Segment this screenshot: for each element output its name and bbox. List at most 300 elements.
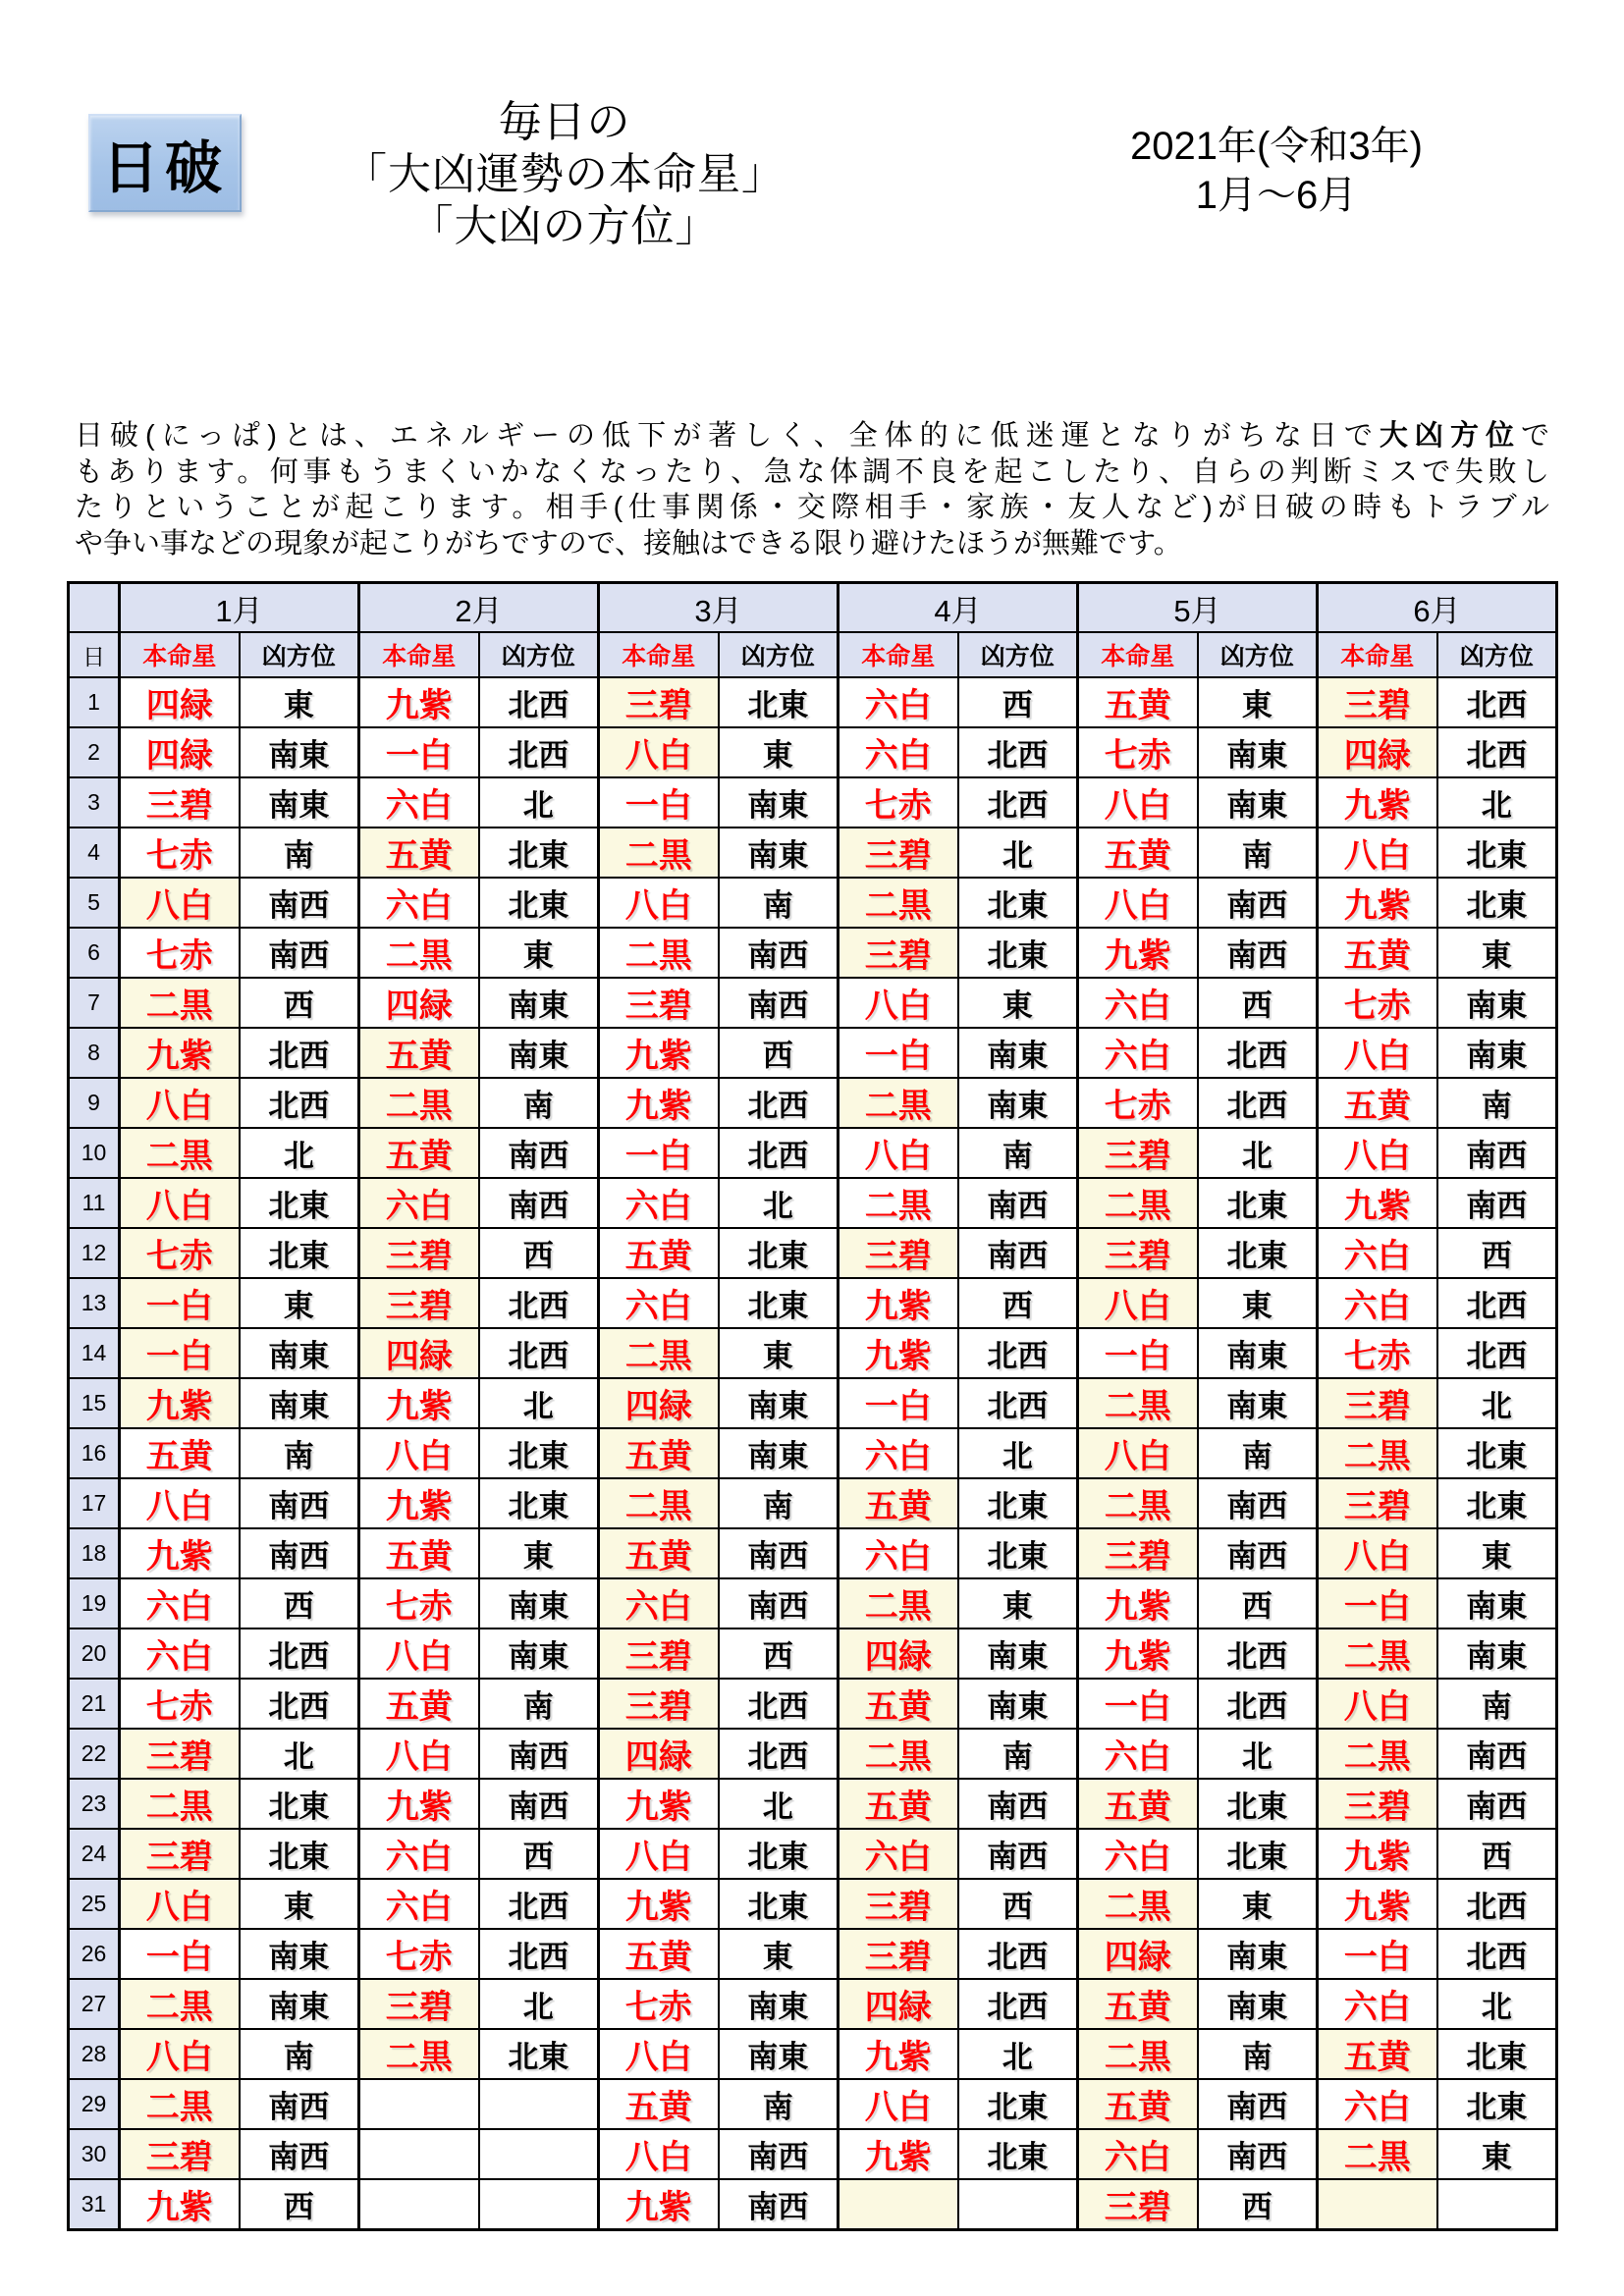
direction-cell: 西 bbox=[1437, 1829, 1557, 1879]
star-cell bbox=[1318, 2179, 1437, 2230]
month-header: 2月 bbox=[359, 583, 599, 633]
star-cell: 八白 bbox=[599, 727, 719, 777]
direction-cell: 北西 bbox=[719, 1128, 839, 1178]
direction-cell: 南東 bbox=[719, 1378, 839, 1428]
day-cell: 26 bbox=[69, 1929, 120, 1979]
star-cell: 七赤 bbox=[1078, 1078, 1198, 1128]
direction-cell: 西 bbox=[240, 2179, 359, 2230]
direction-cell: 西 bbox=[719, 1629, 839, 1679]
star-cell: 五黄 bbox=[599, 1929, 719, 1979]
star-cell: 八白 bbox=[120, 878, 240, 928]
year-line: 2021年(令和3年) bbox=[1130, 125, 1423, 168]
direction-cell: 南東 bbox=[1437, 1028, 1557, 1078]
star-cell: 五黄 bbox=[1078, 1779, 1198, 1829]
star-cell: 九紫 bbox=[120, 1378, 240, 1428]
direction-cell: 南 bbox=[240, 1428, 359, 1478]
direction-cell: 南 bbox=[958, 1128, 1078, 1178]
title-line-3: 「大凶の方位」 bbox=[409, 202, 720, 250]
direction-cell: 南東 bbox=[958, 1028, 1078, 1078]
star-cell: 二黒 bbox=[120, 1979, 240, 2029]
star-cell: 九紫 bbox=[1318, 1829, 1437, 1879]
direction-cell: 東 bbox=[958, 1578, 1078, 1629]
direction-cell: 南西 bbox=[240, 2079, 359, 2129]
star-cell: 八白 bbox=[599, 2029, 719, 2079]
direction-cell: 北西 bbox=[240, 1629, 359, 1679]
direction-cell: 西 bbox=[958, 1879, 1078, 1929]
star-cell: 三碧 bbox=[599, 677, 719, 727]
table-row bbox=[69, 777, 1557, 828]
star-cell: 九紫 bbox=[1078, 1578, 1198, 1629]
direction-cell: 北東 bbox=[1198, 1829, 1318, 1879]
direction-cell: 北 bbox=[479, 777, 599, 828]
direction-cell: 南東 bbox=[240, 727, 359, 777]
star-cell: 九紫 bbox=[839, 1278, 958, 1328]
star-cell: 三碧 bbox=[120, 2129, 240, 2179]
table-row bbox=[69, 1729, 1557, 1779]
table-row bbox=[69, 1528, 1557, 1578]
direction-cell: 北東 bbox=[1198, 1178, 1318, 1228]
star-cell: 一白 bbox=[599, 777, 719, 828]
direction-cell: 北西 bbox=[1437, 677, 1557, 727]
day-cell: 8 bbox=[69, 1028, 120, 1078]
direction-cell: 西 bbox=[479, 1228, 599, 1278]
star-cell bbox=[839, 2179, 958, 2230]
direction-cell: 北西 bbox=[958, 1929, 1078, 1979]
day-cell: 25 bbox=[69, 1879, 120, 1929]
year-range bbox=[1056, 122, 1497, 220]
star-cell: 四緑 bbox=[1318, 727, 1437, 777]
direction-cell: 南東 bbox=[1198, 727, 1318, 777]
direction-cell: 北西 bbox=[1437, 1328, 1557, 1378]
day-cell: 3 bbox=[69, 777, 120, 828]
star-cell: 一白 bbox=[120, 1278, 240, 1328]
star-cell: 三碧 bbox=[839, 1929, 958, 1979]
star-cell: 五黄 bbox=[599, 1528, 719, 1578]
day-cell: 22 bbox=[69, 1729, 120, 1779]
table-row bbox=[69, 1228, 1557, 1278]
star-cell: 八白 bbox=[1078, 1428, 1198, 1478]
day-cell: 5 bbox=[69, 878, 120, 928]
day-cell: 11 bbox=[69, 1178, 120, 1228]
direction-cell: 南東 bbox=[1437, 1629, 1557, 1679]
intro-line: や争い事などの現象が起こりがちですので、接触はできる限り避けたほうが無難です。 bbox=[75, 527, 1182, 560]
star-cell: 二黒 bbox=[839, 1178, 958, 1228]
star-cell: 二黒 bbox=[599, 1478, 719, 1528]
direction-cell: 東 bbox=[1437, 1528, 1557, 1578]
star-cell: 四緑 bbox=[120, 677, 240, 727]
direction-cell: 北西 bbox=[1198, 1078, 1318, 1128]
star-cell: 二黒 bbox=[1078, 1378, 1198, 1428]
star-cell: 二黒 bbox=[120, 2079, 240, 2129]
direction-cell: 南西 bbox=[1198, 2129, 1318, 2179]
star-cell: 四緑 bbox=[120, 727, 240, 777]
table-row bbox=[69, 677, 1557, 727]
direction-cell: 南 bbox=[240, 828, 359, 878]
direction-cell: 北東 bbox=[479, 878, 599, 928]
direction-cell: 南 bbox=[1198, 1428, 1318, 1478]
direction-cell: 北東 bbox=[479, 1428, 599, 1478]
star-cell: 五黄 bbox=[359, 1528, 479, 1578]
direction-cell: 北東 bbox=[719, 1228, 839, 1278]
direction-cell: 南西 bbox=[719, 928, 839, 978]
star-cell: 六白 bbox=[1318, 2079, 1437, 2129]
star-cell: 三碧 bbox=[839, 1879, 958, 1929]
star-cell: 五黄 bbox=[1318, 928, 1437, 978]
star-cell: 三碧 bbox=[839, 1228, 958, 1278]
star-cell: 九紫 bbox=[839, 1328, 958, 1378]
table-row bbox=[69, 2179, 1557, 2230]
direction-cell: 東 bbox=[719, 1328, 839, 1378]
star-cell: 二黒 bbox=[1078, 1178, 1198, 1228]
direction-cell: 南東 bbox=[1198, 1328, 1318, 1378]
star-cell: 六白 bbox=[1318, 1228, 1437, 1278]
star-cell: 三碧 bbox=[599, 1679, 719, 1729]
direction-cell: 南西 bbox=[958, 1228, 1078, 1278]
star-cell: 六白 bbox=[599, 1578, 719, 1629]
table-row bbox=[69, 978, 1557, 1028]
star-cell: 八白 bbox=[839, 1128, 958, 1178]
table-row bbox=[69, 1128, 1557, 1178]
star-cell: 九紫 bbox=[599, 1879, 719, 1929]
direction-cell: 西 bbox=[719, 1028, 839, 1078]
star-cell: 七赤 bbox=[359, 1578, 479, 1629]
day-cell: 17 bbox=[69, 1478, 120, 1528]
day-cell: 13 bbox=[69, 1278, 120, 1328]
star-cell: 九紫 bbox=[359, 1779, 479, 1829]
direction-cell: 東 bbox=[1198, 1278, 1318, 1328]
direction-cell: 南西 bbox=[479, 1729, 599, 1779]
direction-cell: 北西 bbox=[958, 777, 1078, 828]
day-cell: 31 bbox=[69, 2179, 120, 2230]
direction-cell: 南東 bbox=[1198, 1929, 1318, 1979]
star-cell: 一白 bbox=[1078, 1679, 1198, 1729]
day-cell: 2 bbox=[69, 727, 120, 777]
star-cell: 六白 bbox=[120, 1629, 240, 1679]
direction-cell: 北西 bbox=[479, 1879, 599, 1929]
star-cell: 五黄 bbox=[1078, 677, 1198, 727]
star-cell: 七赤 bbox=[1318, 1328, 1437, 1378]
star-cell: 六白 bbox=[359, 1829, 479, 1879]
star-cell: 九紫 bbox=[120, 1028, 240, 1078]
table-row bbox=[69, 1178, 1557, 1228]
star-cell: 三碧 bbox=[359, 1228, 479, 1278]
day-cell: 20 bbox=[69, 1629, 120, 1679]
direction-cell: 北西 bbox=[958, 1378, 1078, 1428]
star-cell: 六白 bbox=[599, 1178, 719, 1228]
day-cell: 6 bbox=[69, 928, 120, 978]
star-cell: 八白 bbox=[1318, 828, 1437, 878]
star-cell: 一白 bbox=[120, 1929, 240, 1979]
star-cell: 五黄 bbox=[839, 1779, 958, 1829]
star-cell: 八白 bbox=[359, 1428, 479, 1478]
star-cell: 六白 bbox=[1078, 1028, 1198, 1078]
star-cell: 六白 bbox=[1318, 1278, 1437, 1328]
direction-cell: 北西 bbox=[1198, 1028, 1318, 1078]
direction-cell: 南東 bbox=[719, 1428, 839, 1478]
intro-line: たりということが起こります。相手(仕事関係・交際相手・家族・友人など)が日破の時もトラブル bbox=[75, 492, 1549, 523]
direction-cell: 南東 bbox=[719, 777, 839, 828]
direction-column-header: 凶方位 bbox=[1198, 632, 1318, 677]
star-cell: 八白 bbox=[359, 1629, 479, 1679]
month-header: 4月 bbox=[839, 583, 1078, 633]
star-cell: 二黒 bbox=[1078, 1879, 1198, 1929]
direction-cell: 北西 bbox=[479, 727, 599, 777]
direction-column-header: 凶方位 bbox=[240, 632, 359, 677]
star-cell: 八白 bbox=[599, 1829, 719, 1879]
table-row bbox=[69, 1428, 1557, 1478]
direction-cell: 南西 bbox=[479, 1178, 599, 1228]
direction-cell: 南 bbox=[479, 1679, 599, 1729]
star-cell: 五黄 bbox=[359, 1128, 479, 1178]
star-cell: 八白 bbox=[1318, 1128, 1437, 1178]
direction-column-header: 凶方位 bbox=[1437, 632, 1557, 677]
star-cell: 七赤 bbox=[1078, 727, 1198, 777]
direction-cell: 南 bbox=[719, 878, 839, 928]
star-cell: 八白 bbox=[120, 1178, 240, 1228]
table-row bbox=[69, 828, 1557, 878]
direction-cell: 北東 bbox=[1437, 2079, 1557, 2129]
direction-cell: 南東 bbox=[1437, 978, 1557, 1028]
direction-cell: 北西 bbox=[1437, 1278, 1557, 1328]
star-cell: 二黒 bbox=[1318, 2129, 1437, 2179]
star-column-header: 本命星 bbox=[1078, 632, 1198, 677]
table-row bbox=[69, 727, 1557, 777]
star-cell: 九紫 bbox=[1078, 928, 1198, 978]
star-cell: 三碧 bbox=[1318, 677, 1437, 727]
star-cell: 三碧 bbox=[1078, 2179, 1198, 2230]
star-cell: 九紫 bbox=[1318, 777, 1437, 828]
month-range-line: 1月～6月 bbox=[1195, 174, 1358, 217]
star-cell: 六白 bbox=[1078, 1829, 1198, 1879]
direction-cell: 北東 bbox=[719, 1879, 839, 1929]
direction-cell: 南西 bbox=[958, 1779, 1078, 1829]
direction-cell: 東 bbox=[1198, 677, 1318, 727]
direction-cell: 北西 bbox=[479, 677, 599, 727]
table-row bbox=[69, 1478, 1557, 1528]
day-cell: 28 bbox=[69, 2029, 120, 2079]
direction-cell: 北東 bbox=[479, 2029, 599, 2079]
direction-cell: 南西 bbox=[240, 1478, 359, 1528]
direction-cell: 南 bbox=[479, 1078, 599, 1128]
star-cell: 五黄 bbox=[359, 828, 479, 878]
direction-cell: 北 bbox=[1437, 777, 1557, 828]
star-cell: 五黄 bbox=[1078, 2079, 1198, 2129]
star-column-header: 本命星 bbox=[599, 632, 719, 677]
day-cell: 19 bbox=[69, 1578, 120, 1629]
direction-cell: 南東 bbox=[1198, 1378, 1318, 1428]
star-column-header: 本命星 bbox=[359, 632, 479, 677]
direction-cell: 南東 bbox=[719, 828, 839, 878]
direction-cell: 北 bbox=[719, 1178, 839, 1228]
star-cell: 三碧 bbox=[359, 1979, 479, 2029]
day-cell: 10 bbox=[69, 1128, 120, 1178]
month-header: 3月 bbox=[599, 583, 839, 633]
star-cell: 五黄 bbox=[839, 1478, 958, 1528]
table-row bbox=[69, 1028, 1557, 1078]
day-cell: 24 bbox=[69, 1829, 120, 1879]
star-cell: 七赤 bbox=[120, 928, 240, 978]
direction-cell bbox=[479, 2129, 599, 2179]
corner-cell bbox=[69, 583, 120, 633]
direction-cell: 南西 bbox=[1437, 1729, 1557, 1779]
star-cell: 六白 bbox=[359, 878, 479, 928]
star-cell: 七赤 bbox=[120, 828, 240, 878]
star-cell: 三碧 bbox=[120, 1829, 240, 1879]
star-cell: 六白 bbox=[839, 727, 958, 777]
nippa-badge-label: 日破 bbox=[101, 136, 228, 200]
table-row bbox=[69, 1078, 1557, 1128]
direction-cell: 北 bbox=[1437, 1979, 1557, 2029]
day-cell: 9 bbox=[69, 1078, 120, 1128]
direction-cell: 北 bbox=[1437, 1378, 1557, 1428]
direction-cell: 北西 bbox=[1437, 727, 1557, 777]
star-cell: 二黒 bbox=[599, 828, 719, 878]
table-row bbox=[69, 1779, 1557, 1829]
direction-cell: 南東 bbox=[719, 2029, 839, 2079]
star-column-header: 本命星 bbox=[120, 632, 240, 677]
star-cell: 七赤 bbox=[599, 1979, 719, 2029]
star-cell: 一白 bbox=[1078, 1328, 1198, 1378]
direction-cell: 南西 bbox=[479, 1779, 599, 1829]
direction-cell: 南西 bbox=[1437, 1779, 1557, 1829]
star-cell: 八白 bbox=[120, 1078, 240, 1128]
title-line-2: 「大凶運勢の本命星」 bbox=[344, 150, 785, 198]
direction-cell: 南西 bbox=[240, 878, 359, 928]
star-cell: 五黄 bbox=[120, 1428, 240, 1478]
nippa-badge bbox=[88, 114, 242, 212]
star-cell: 六白 bbox=[359, 1178, 479, 1228]
star-cell: 九紫 bbox=[1318, 878, 1437, 928]
direction-cell: 南東 bbox=[479, 1629, 599, 1679]
day-cell: 15 bbox=[69, 1378, 120, 1428]
direction-cell: 南東 bbox=[958, 1629, 1078, 1679]
day-cell: 1 bbox=[69, 677, 120, 727]
star-cell: 四緑 bbox=[599, 1378, 719, 1428]
direction-cell: 南西 bbox=[240, 2129, 359, 2179]
direction-cell: 南東 bbox=[240, 1378, 359, 1428]
star-cell: 二黒 bbox=[839, 1078, 958, 1128]
table-row bbox=[69, 928, 1557, 978]
direction-cell: 北 bbox=[240, 1729, 359, 1779]
direction-cell: 東 bbox=[719, 1929, 839, 1979]
direction-cell: 南西 bbox=[1198, 1478, 1318, 1528]
star-cell: 八白 bbox=[120, 1478, 240, 1528]
day-cell: 27 bbox=[69, 1979, 120, 2029]
direction-cell: 南西 bbox=[240, 928, 359, 978]
direction-cell: 南西 bbox=[1198, 2079, 1318, 2129]
star-cell: 八白 bbox=[599, 878, 719, 928]
star-cell: 九紫 bbox=[359, 1478, 479, 1528]
star-cell: 七赤 bbox=[359, 1929, 479, 1979]
star-cell: 二黒 bbox=[839, 1578, 958, 1629]
direction-cell: 北東 bbox=[1437, 1478, 1557, 1528]
direction-cell: 北東 bbox=[1198, 1779, 1318, 1829]
day-column-header: 日 bbox=[69, 632, 120, 677]
star-cell: 三碧 bbox=[1078, 1528, 1198, 1578]
direction-cell: 北東 bbox=[1437, 828, 1557, 878]
direction-cell: 南東 bbox=[479, 1028, 599, 1078]
star-cell: 三碧 bbox=[599, 1629, 719, 1679]
direction-cell: 南 bbox=[1437, 1078, 1557, 1128]
star-cell: 九紫 bbox=[1318, 1879, 1437, 1929]
star-cell bbox=[359, 2079, 479, 2129]
star-cell: 八白 bbox=[1078, 777, 1198, 828]
direction-cell: 北西 bbox=[479, 1929, 599, 1979]
star-cell: 一白 bbox=[839, 1378, 958, 1428]
direction-cell: 東 bbox=[479, 928, 599, 978]
direction-cell: 北東 bbox=[1437, 1428, 1557, 1478]
unlucky-day-table bbox=[67, 581, 1558, 2231]
direction-cell: 東 bbox=[1437, 2129, 1557, 2179]
star-cell: 六白 bbox=[120, 1578, 240, 1629]
star-cell: 一白 bbox=[359, 727, 479, 777]
star-cell: 三碧 bbox=[1318, 1378, 1437, 1428]
direction-cell: 南東 bbox=[240, 1979, 359, 2029]
direction-cell: 南西 bbox=[958, 1178, 1078, 1228]
direction-cell bbox=[479, 2179, 599, 2230]
star-cell: 一白 bbox=[839, 1028, 958, 1078]
direction-cell: 南 bbox=[1198, 2029, 1318, 2079]
direction-cell: 北 bbox=[958, 828, 1078, 878]
direction-cell: 北東 bbox=[240, 1779, 359, 1829]
star-cell: 四緑 bbox=[359, 978, 479, 1028]
direction-cell: 南西 bbox=[1198, 928, 1318, 978]
direction-cell bbox=[479, 2079, 599, 2129]
day-cell: 18 bbox=[69, 1528, 120, 1578]
direction-cell: 北東 bbox=[1198, 1228, 1318, 1278]
direction-cell: 北東 bbox=[1437, 2029, 1557, 2079]
direction-cell: 南東 bbox=[1198, 777, 1318, 828]
star-cell: 二黒 bbox=[599, 928, 719, 978]
star-cell: 三碧 bbox=[359, 1278, 479, 1328]
star-cell: 二黒 bbox=[1318, 1629, 1437, 1679]
star-cell: 六白 bbox=[359, 777, 479, 828]
direction-cell: 北西 bbox=[240, 1078, 359, 1128]
star-cell: 二黒 bbox=[120, 1779, 240, 1829]
star-cell: 八白 bbox=[1078, 878, 1198, 928]
direction-cell: 北東 bbox=[958, 1528, 1078, 1578]
direction-cell: 南東 bbox=[958, 1679, 1078, 1729]
direction-cell: 北東 bbox=[240, 1829, 359, 1879]
month-header: 5月 bbox=[1078, 583, 1318, 633]
star-cell: 二黒 bbox=[120, 1128, 240, 1178]
direction-cell: 東 bbox=[240, 1879, 359, 1929]
direction-cell: 北西 bbox=[719, 1078, 839, 1128]
star-cell: 九紫 bbox=[359, 677, 479, 727]
star-cell: 九紫 bbox=[599, 2179, 719, 2230]
star-cell: 四緑 bbox=[839, 1979, 958, 2029]
direction-cell: 南西 bbox=[719, 2129, 839, 2179]
star-cell: 五黄 bbox=[839, 1679, 958, 1729]
direction-cell: 北東 bbox=[479, 1478, 599, 1528]
direction-cell: 北東 bbox=[958, 878, 1078, 928]
direction-cell: 北東 bbox=[958, 928, 1078, 978]
direction-cell: 南西 bbox=[1198, 1528, 1318, 1578]
direction-cell: 北東 bbox=[1437, 878, 1557, 928]
direction-cell: 北東 bbox=[719, 1278, 839, 1328]
star-cell: 一白 bbox=[120, 1328, 240, 1378]
direction-cell: 北東 bbox=[719, 1829, 839, 1879]
direction-cell: 北東 bbox=[479, 828, 599, 878]
star-cell: 九紫 bbox=[599, 1078, 719, 1128]
day-cell: 12 bbox=[69, 1228, 120, 1278]
direction-cell: 北西 bbox=[719, 1729, 839, 1779]
page-title bbox=[245, 96, 884, 252]
star-cell: 五黄 bbox=[1078, 828, 1198, 878]
star-cell: 二黒 bbox=[1078, 1478, 1198, 1528]
direction-cell: 東 bbox=[479, 1528, 599, 1578]
star-cell: 三碧 bbox=[120, 777, 240, 828]
